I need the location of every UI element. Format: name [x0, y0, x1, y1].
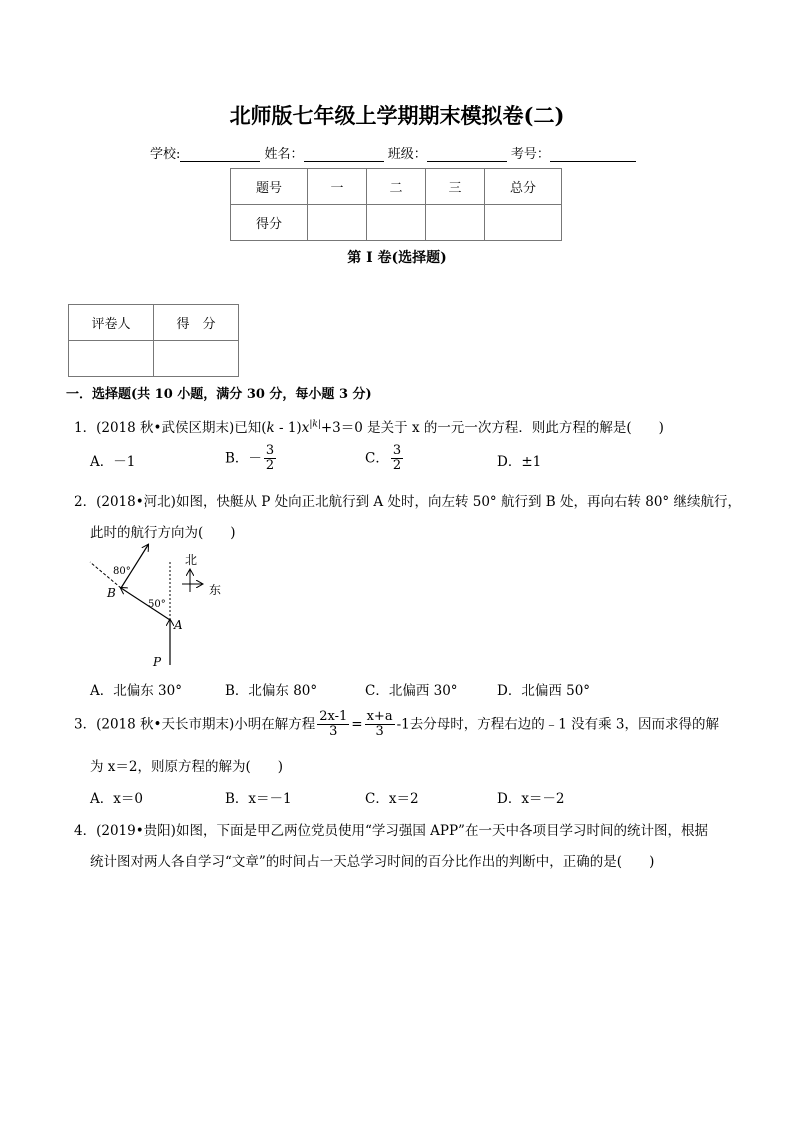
- q1-option-b-label: B．: [225, 450, 249, 467]
- score-cell[interactable]: [485, 205, 562, 241]
- question-2-line-1: 2．(2018•河北)如图，快艇从 P 处向正北航行到 A 处时，向左转 50° 航行到 B 处，再向右转 80° 继续航行，: [74, 494, 741, 510]
- score-table-header-row: [231, 169, 562, 205]
- question-1-prefix: 1．(2018 秋•武侯区期末)已知(: [74, 420, 267, 436]
- fraction: [391, 444, 403, 474]
- question-1: [74, 416, 664, 436]
- grader-cell[interactable]: [69, 341, 154, 377]
- fraction: [264, 444, 276, 474]
- question-3-line-1: [74, 710, 719, 740]
- q2-option-b[interactable]: B．北偏东 80°: [225, 683, 318, 699]
- question-3-rest: -1去分母时，方程右边的﹣1 没有乘 3，因而求得的解: [396, 716, 719, 733]
- score-table-row: [231, 205, 562, 241]
- q3-option-d[interactable]: D．x＝－2: [497, 791, 565, 807]
- grader-header-row: [69, 305, 239, 341]
- school-blank: [180, 147, 260, 162]
- point-a-label: A: [174, 618, 183, 632]
- fraction-denominator: 3: [375, 724, 384, 740]
- navigation-diagram: [85, 540, 245, 675]
- question-1-rest: +3＝0 是关于 x 的一元一次方程．则此方程的解是( ): [320, 420, 664, 436]
- fraction-numerator: 3: [265, 443, 275, 458]
- var-k: k: [266, 420, 275, 436]
- angle-80-label: 80°: [113, 566, 131, 577]
- fraction-numerator: x+a: [366, 709, 393, 724]
- class-label: 班级：: [387, 147, 427, 162]
- question-4-line-1: 4．(2019•贵阳)如图，下面是甲乙两位党员使用“学习强国 APP”在一天中各项目学习时间的统计图，根据: [74, 823, 708, 839]
- fraction-numerator: 2x-1: [319, 709, 348, 724]
- score-cell[interactable]: [308, 205, 367, 241]
- q3-option-c[interactable]: C．x＝2: [365, 791, 419, 807]
- score-header-cell: 一: [308, 169, 367, 205]
- question-3-prefix: 3．(2018 秋•天长市期末)小明在解方程: [74, 716, 316, 733]
- class-blank: [427, 147, 507, 162]
- grader-table: [68, 304, 239, 377]
- compass-north-label: 北: [185, 553, 198, 567]
- fraction-numerator: 3: [392, 443, 402, 458]
- minus-sign: －: [248, 450, 262, 467]
- q1-option-a[interactable]: A．－1: [90, 454, 136, 470]
- score-table: [230, 168, 562, 241]
- score-cell[interactable]: [426, 205, 485, 241]
- score-header-cell: 二: [367, 169, 426, 205]
- number-blank: [550, 147, 636, 162]
- equals-sign: =: [351, 716, 363, 733]
- angle-50-label: 50°: [148, 599, 166, 610]
- score-header-cell: 三: [426, 169, 485, 205]
- q1-option-c[interactable]: [365, 444, 405, 474]
- score-header-cell: 总分: [485, 169, 562, 205]
- q2-option-a[interactable]: A．北偏东 30°: [90, 683, 182, 699]
- compass-east-label: 东: [209, 583, 222, 597]
- q3-option-a[interactable]: A．x＝0: [90, 791, 143, 807]
- q1-option-d[interactable]: D．±1: [497, 454, 542, 470]
- q3-option-b[interactable]: B．x＝－1: [225, 791, 292, 807]
- score-header-cell: 题号: [231, 169, 308, 205]
- grader-score-cell[interactable]: [154, 341, 239, 377]
- exponent-abs-k: |k|: [309, 419, 321, 430]
- section-title: 一．选择题(共 10 小题，满分 30 分，每小题 3 分): [66, 387, 372, 402]
- student-info-line: [150, 143, 636, 162]
- question-4-line-2: 统计图对两人各自学习“文章”的时间占一天总学习时间的百分比作出的判断中，正确的是( ): [90, 854, 655, 870]
- fraction: [317, 710, 349, 740]
- question-3-line-2: 为 x＝2，则原方程的解为( ): [90, 759, 284, 775]
- name-label: 姓名：: [264, 147, 304, 162]
- page-title: 北师版七年级上学期期末模拟卷(二): [229, 103, 565, 128]
- score-header-cell: 得 分: [154, 305, 239, 341]
- grader-row: [69, 341, 239, 377]
- name-blank: [304, 147, 384, 162]
- fraction: [365, 710, 395, 740]
- q1-option-b[interactable]: [225, 444, 278, 474]
- var-x: x: [301, 420, 310, 436]
- fraction-denominator: 3: [329, 724, 338, 740]
- q2-option-d[interactable]: D．北偏西 50°: [497, 683, 591, 699]
- number-label: 考号：: [510, 147, 550, 162]
- score-cell[interactable]: [367, 205, 426, 241]
- fraction-denominator: 2: [265, 458, 275, 474]
- q1-option-c-label: C．: [365, 450, 389, 467]
- question-1-mid: - 1): [274, 420, 302, 436]
- point-b-label: B: [107, 586, 116, 600]
- q2-option-c[interactable]: C．北偏西 30°: [365, 683, 458, 699]
- score-row-label: 得分: [231, 205, 308, 241]
- question-2-line-2: 此时的航行方向为( ): [90, 525, 236, 541]
- part-title: 第 I 卷(选择题): [347, 250, 447, 266]
- grader-header-cell: 评卷人: [69, 305, 154, 341]
- fraction-denominator: 2: [392, 458, 402, 474]
- school-label: 学校:: [150, 147, 181, 162]
- point-p-label: P: [153, 655, 162, 669]
